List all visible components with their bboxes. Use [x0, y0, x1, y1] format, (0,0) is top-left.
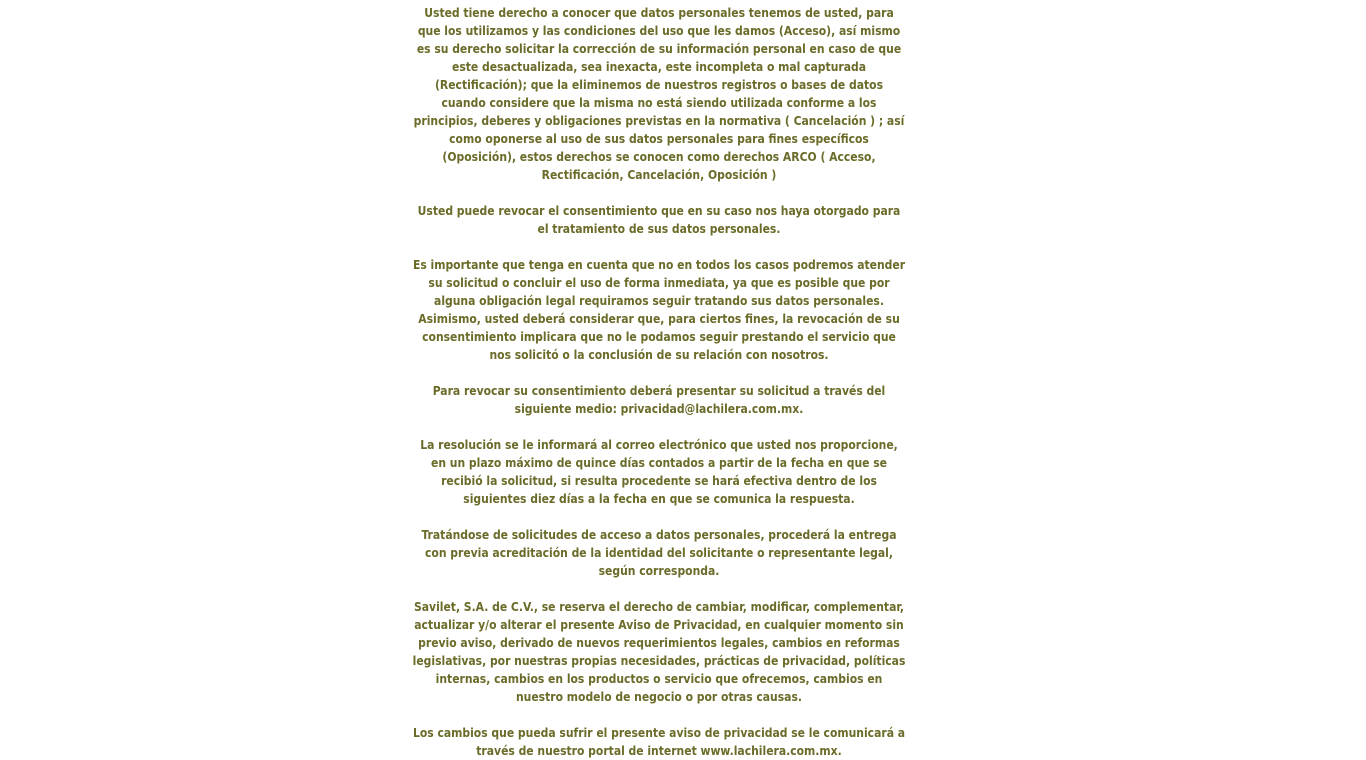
- resolution-paragraph: La resolución se le informará al correo electrónico que usted nos proporcione, en un plazo máximo de quince días contados a partir de la fecha en que se recibió la solicitud, si resulta procedente se hará efectiva dentro de los siguientes diez días a la fecha en que se comunica la respuesta.: [420, 438, 898, 506]
- change-communication-paragraph: Los cambios que pueda sufrir el presente aviso de privacidad se le comunicará a través de nuestro portal de internet www.lachilera.com.mx.: [412, 726, 906, 758]
- revocation-method-paragraph: Para revocar su consentimiento deberá presentar su solicitud a través del siguiente medio: privacidad@lachilera.com.mx.: [432, 384, 886, 416]
- notice-changes-paragraph: Savilet, S.A. de C.V., se reserva el derecho de cambiar, modificar, complementar, actualizar y/o alterar el presente Aviso de Privacidad, en cualquier momento sin previo aviso, derivado de nuevos requerimientos legales, cambios en reformas legislativas, por nuestras propias necesidades, prácticas de privacidad, políticas internas, cambios en los productos o servicio que ofrecemos, cambios en nuestro modelo de negocio o por otras causas.: [412, 600, 906, 704]
- revoke-consent-paragraph: Usted puede revocar el consentimiento que en su caso nos haya otorgado para el tratamiento de sus datos personales.: [417, 204, 901, 236]
- revocation-limits-paragraph: Es importante que tenga en cuenta que no en todos los casos podremos atender su solicitud o concluir el uso de forma inmediata, ya que es posible que por alguna obligación legal requiramos seguir tratando sus datos personales. Asimismo, usted deberá considerar que, para ciertos fines, la revocación de su consentimiento implicara que no le podamos seguir prestando el servicio que nos solicitó o la conclusión de su relación con nosotros.: [412, 258, 906, 362]
- privacy-notice-body: [412, 4, 906, 760]
- identity-verification-paragraph: Tratándose de solicitudes de acceso a datos personales, procederá la entrega con previa acreditación de la identidad del solicitante o representante legal, según corresponda.: [421, 528, 897, 578]
- arco-rights-paragraph: Usted tiene derecho a conocer que datos personales tenemos de usted, para que los utilizamos y las condiciones del uso que les damos (Acceso), así mismo es su derecho solicitar la corrección de su información personal en caso de que este desactualizada, sea inexacta, este incompleta o mal capturada (Rectificación); que la eliminemos de nuestros registros o bases de datos cuando considere que la misma no está siendo utilizada conforme a los principios, deberes y obligaciones previstas en la normativa ( Cancelación ) ; así como oponerse al uso de sus datos personales para fines específicos (Oposición), estos derechos se conocen como derechos ARCO ( Acceso, Rectificación, Cancelación, Oposición ): [413, 6, 905, 182]
